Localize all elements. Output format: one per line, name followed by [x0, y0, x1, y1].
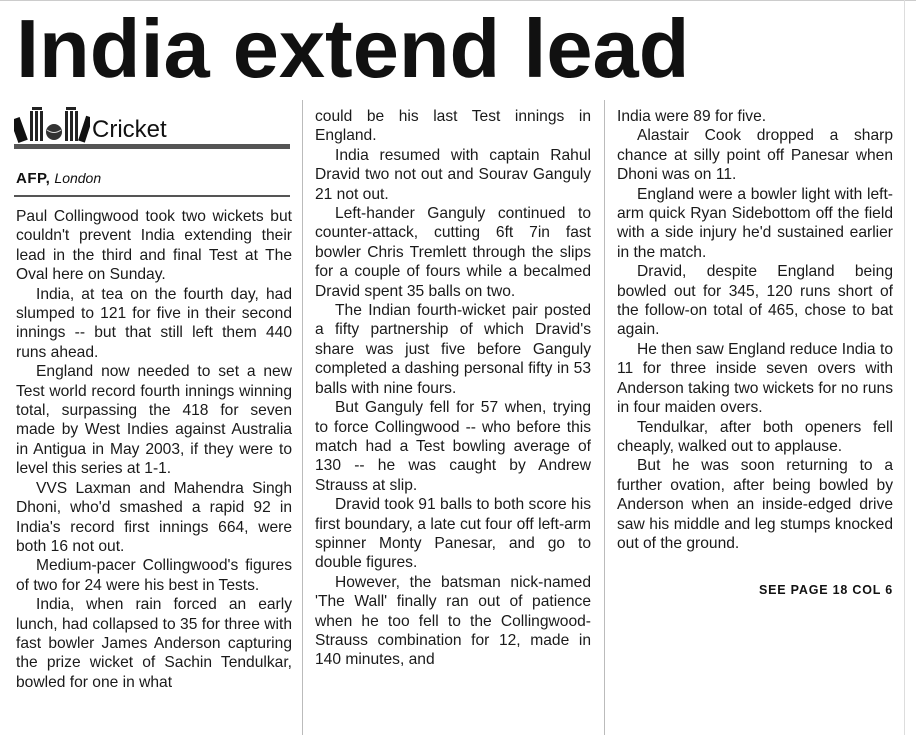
headline: India extend lead [16, 2, 690, 95]
paragraph: But Ganguly fell for 57 when, trying to force Collingwood -- who before this match had a Test bowling average of 130 -- he was caught by Andrew Strauss at slip. [315, 399, 591, 494]
article-column-2 [315, 107, 591, 670]
paragraph: However, the batsman nick-named 'The Wall' finally ran out of patience when he too fell to the Collingwood-Strauss combination for 12, made in 140 minutes, and [315, 573, 591, 669]
paragraph: Dravid, despite England being bowled out for 345, 120 runs short of the follow-on total of 465, chose to bat again. [617, 263, 893, 339]
paragraph: India resumed with captain Rahul Dravid two not out and Sourav Ganguly 21 not out. [315, 146, 591, 203]
paragraph: Alastair Cook dropped a sharp chance at silly point off Panesar when Dhoni was on 11. [617, 127, 893, 184]
paragraph: VVS Laxman and Mahendra Singh Dhoni, who'd smashed a rapid 92 in India's record first innings 664, were both 16 not out. [16, 479, 292, 555]
column-divider [302, 100, 303, 735]
continuation-note: SEE PAGE 18 COL 6 [758, 583, 893, 597]
cricket-icon [14, 104, 90, 144]
article-column-1 [16, 207, 292, 692]
paragraph: India, at tea on the fourth day, had slumped to 121 for five in their second innings -- but that still left them 440 runs ahead. [16, 285, 292, 361]
paragraph: England now needed to set a new Test world record fourth innings winning total, surpassing the 418 for seven made by West Indies against Australia in Antigua in May 2003, if they were to level this series at 1-1. [16, 363, 292, 478]
paragraph: Left-hander Ganguly continued to counter-attack, cutting 6ft 7in fast bowler Chris Tremlett through the slips for a couple of fours while a becalmed Dravid spent 35 balls on two. [315, 205, 591, 300]
paragraph: Paul Collingwood took two wickets but couldn't prevent India extending their lead in the third and final Test at The Oval here on Sunday. [16, 208, 292, 284]
page-edge [904, 0, 905, 735]
paragraph: He then saw England reduce India to 11 for three inside seven overs with Anderson taking two wickets for no runs in four maiden overs. [617, 340, 893, 417]
byline-agency: AFP, [16, 170, 51, 187]
paragraph: But he was soon returning to a further ovation, after being bowled by Anderson when an inside-edged drive saw his middle and leg stumps knocked out of the ground. [617, 457, 893, 552]
paragraph: could be his last Test innings in England. [315, 108, 591, 145]
paragraph: India, when rain forced an early lunch, had collapsed to 35 for three with fast bowler James Anderson capturing the prize wicket of Sachin Tendulkar, bowled for one in what [16, 596, 292, 691]
byline [16, 168, 292, 189]
paragraph: Dravid took 91 balls to both score his first boundary, a late cut four off left-arm spinner Monty Panesar, and go to double figures. [315, 496, 591, 572]
paragraph: The Indian fourth-wicket pair posted a fifty partnership of which Dravid's share was just five before Ganguly completed a dashing personal fifty in 53 balls with nine fours. [315, 302, 591, 397]
paragraph: England were a bowler light with left-arm quick Ryan Sidebottom off the field with a side injury he'd sustained earlier in the match. [617, 185, 893, 261]
byline-city: London [54, 170, 102, 186]
section-rule [14, 144, 290, 149]
section-header [14, 104, 290, 148]
byline-rule [14, 195, 290, 197]
paragraph: India were 89 for five. [617, 108, 767, 125]
section-label: Cricket [92, 116, 167, 143]
article-column-3 [617, 107, 893, 553]
paragraph: Medium-pacer Collingwood's figures of two for 24 were his best in Tests. [16, 557, 292, 594]
paragraph: Tendulkar, after both openers fell cheaply, walked out to applause. [617, 418, 893, 455]
column-divider [604, 100, 605, 735]
